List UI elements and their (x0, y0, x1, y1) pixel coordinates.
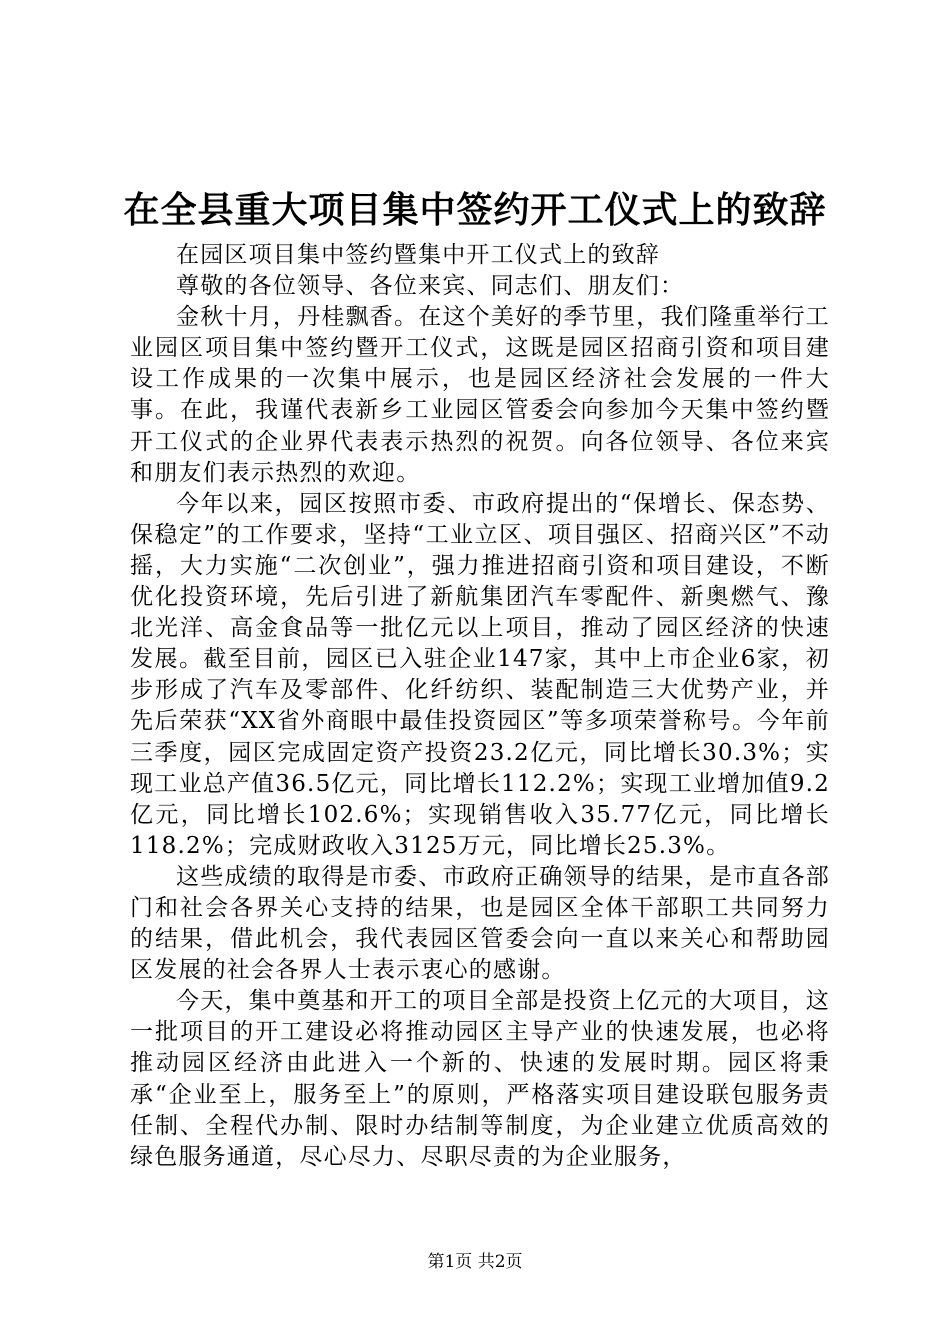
page-number: 第1页 共2页 (427, 1252, 523, 1272)
document-title: 在全县重大项目集中签约开工仪式上的致辞 (123, 189, 827, 231)
paragraph-thanks: 这些成绩的取得是市委、市政府正确领导的结果，是市直各部门和社会各界关心支持的结果，也是园区全体干部职工共同努力的结果，借此机会，我代表园区管委会向一直以来关心和帮助园区发展的社会各界人士表示衷心的感谢。 (130, 863, 830, 984)
paragraph-subtitle: 在园区项目集中签约暨集中开工仪式上的致辞 (176, 242, 660, 268)
paragraph-projects: 今天，集中奠基和开工的项目全部是投资上亿元的大项目，这一批项目的开工建设必将推动园区主导产业的快速发展，也必将推动园区经济由此进入一个新的、快速的发展时期。园区将秉承“企业至上，服务至上”的原则，严格落实项目建设联包服务责任制、全程代办制、限时办结制等制度，为企业建立优质高效的绿色服务通道，尽心尽力、尽职尽责的为企业服务， (130, 988, 830, 1170)
paragraph-achievements: 今年以来，园区按照市委、市政府提出的“保增长、保态势、保稳定”的工作要求，坚持“工业立区、项目强区、招商兴区”不动摇，大力实施“二次创业”，强力推进招商引资和项目建设，不断优化投资环境，先后引进了新航集团汽车零配件、新奥燃气、豫北光洋、高金食品等一批亿元以上项目，推动了园区经济的快速发展。截至目前，园区已入驻企业147家，其中上市企业6家，初步形成了汽车及零部件、化纤纺织、装配制造三大优势产业，并先后荣获“XX省外商眼中最佳投资园区”等多项荣誉称号。今年前三季度，园区完成固定资产投资23.2亿元，同比增长30.3%；实现工业总产值36.5亿元，同比增长112.2%；实现工业增加值9.2亿元，同比增长102.6%；实现销售收入35.77亿元，同比增长118.2%；完成财政收入3125万元，同比增长25.3%。 (130, 490, 830, 859)
paragraph-opening: 金秋十月，丹桂飘香。在这个美好的季节里，我们隆重举行工业园区项目集中签约暨开工仪式，这既是园区招商引资和项目建设工作成果的一次集中展示，也是园区经济社会发展的一件大事。在此，我谨代表新乡工业园区管委会向参加今天集中签约暨开工仪式的企业界代表表示热烈的祝贺。向各位领导、各位来宾和朋友们表示热烈的欢迎。 (130, 304, 830, 486)
paragraph-salutation: 尊敬的各位领导、各位来宾、同志们、朋友们： (176, 273, 685, 300)
document-body (130, 240, 830, 1173)
